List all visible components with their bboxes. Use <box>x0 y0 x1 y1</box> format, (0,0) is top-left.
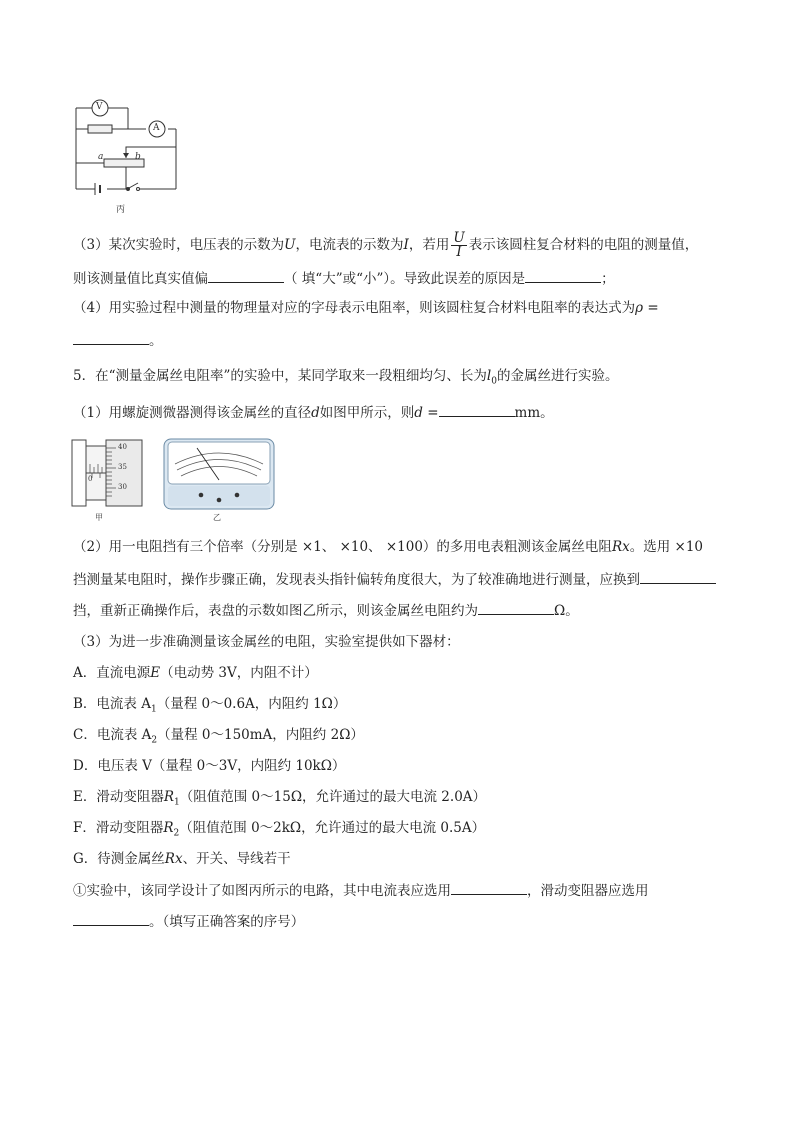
q3-line-1: （3）某次实验时，电压表的示数为U，电流表的示数为I，若用 $\frac{U}{I}$ 表示该圆柱复合材料的电阻的测量值， <box>73 230 699 260</box>
q4-line-2: 。 <box>73 330 163 351</box>
fraction-u-over-i: $\frac{U}{I}$ <box>453 230 465 260</box>
rheostat-end-a: a <box>98 152 104 162</box>
q5-part2-line-1: （2）用一电阻挡有三个倍率（分别是 ×1、 ×10、 ×100）的多用电表粗测该金属丝电阻Rx。选用 ×10 <box>73 539 703 555</box>
answer-blank[interactable] <box>73 330 149 345</box>
option-b: B．电流表 $A_1$（量程 0～0.6A，内阻约 1Ω） <box>73 696 347 715</box>
answer-blank[interactable] <box>73 911 149 926</box>
option-g: G．待测金属丝Rx、开关、导线若干 <box>73 851 291 867</box>
q5-title: 5．在“测量金属丝电阻率”的实验中，某同学取来一段粗细均匀、长为$l_0$的金属丝进行实验。 <box>73 368 619 387</box>
voltmeter-label: V <box>96 102 103 112</box>
answer-blank[interactable] <box>525 268 601 283</box>
option-d: D．电压表 V（量程 0～3V，内阻约 10kΩ） <box>73 758 346 774</box>
figure-caption-bing: 丙 <box>116 205 126 215</box>
ammeter-label: A <box>153 123 160 133</box>
option-f: F．滑动变阻器$R_2$（阻值范围 0～2kΩ，允许通过的最大电流 0.5A） <box>73 820 486 839</box>
multimeter-dial-figure-yi <box>163 438 275 510</box>
q4-line-1: （4）用实验过程中测量的物理量对应的字母表示电阻率，则该圆柱复合材料电阻率的表达式为ρ = <box>73 300 659 316</box>
answer-blank[interactable] <box>451 880 527 895</box>
q5-part1: （1）用螺旋测微器测得该金属丝的直径d如图甲所示，则d = mm。 <box>73 402 554 423</box>
micrometer-tick-35: 35 <box>118 463 127 471</box>
subquestion-1-line-2: 。（填写正确答案的序号） <box>73 911 304 932</box>
option-e: E．滑动变阻器$R_1$（阻值范围 0～15Ω，允许通过的最大电流 2.0A） <box>73 789 487 808</box>
micrometer-tick-30: 30 <box>118 483 127 491</box>
micrometer-figure-jia <box>70 438 146 510</box>
q5-part2-line-2: 挡测量某电阻时，操作步骤正确，发现表头指针偏转角度很大，为了较准确地进行测量，应换到 <box>73 569 716 590</box>
rheostat-slider-icon <box>123 153 129 158</box>
q5-part2-line-3: 挡，重新正确操作后，表盘的示数如图乙所示，则该金属丝电阻约为 Ω。 <box>73 600 579 621</box>
micrometer-tick-40: 40 <box>118 443 127 451</box>
rheostat-end-b: b <box>135 152 141 162</box>
figure-caption-yi: 乙 <box>213 513 221 522</box>
circuit-diagram-bing <box>70 95 185 220</box>
answer-blank[interactable] <box>208 268 284 283</box>
option-a: A．直流电源E（电动势 3V，内阻不计） <box>73 665 318 681</box>
subquestion-1-line-1: ①实验中，该同学设计了如图丙所示的电路，其中电流表应选用 ，滑动变阻器应选用 <box>73 880 649 901</box>
figure-caption-jia: 甲 <box>95 513 103 522</box>
q5-part3-intro: （3）为进一步准确测量该金属丝的电阻，实验室提供如下器材： <box>73 634 460 650</box>
answer-blank[interactable] <box>640 569 716 584</box>
micrometer-zero: 0 <box>88 475 93 483</box>
q3-line-2: 则该测量值比真实值偏 （ 填“大”或“小”）。导致此误差的原因是 ； <box>73 268 615 289</box>
answer-blank[interactable] <box>439 402 515 417</box>
option-c: C．电流表 $A_2$（量程 0～150mA，内阻约 2Ω） <box>73 727 364 746</box>
answer-blank[interactable] <box>478 600 554 615</box>
